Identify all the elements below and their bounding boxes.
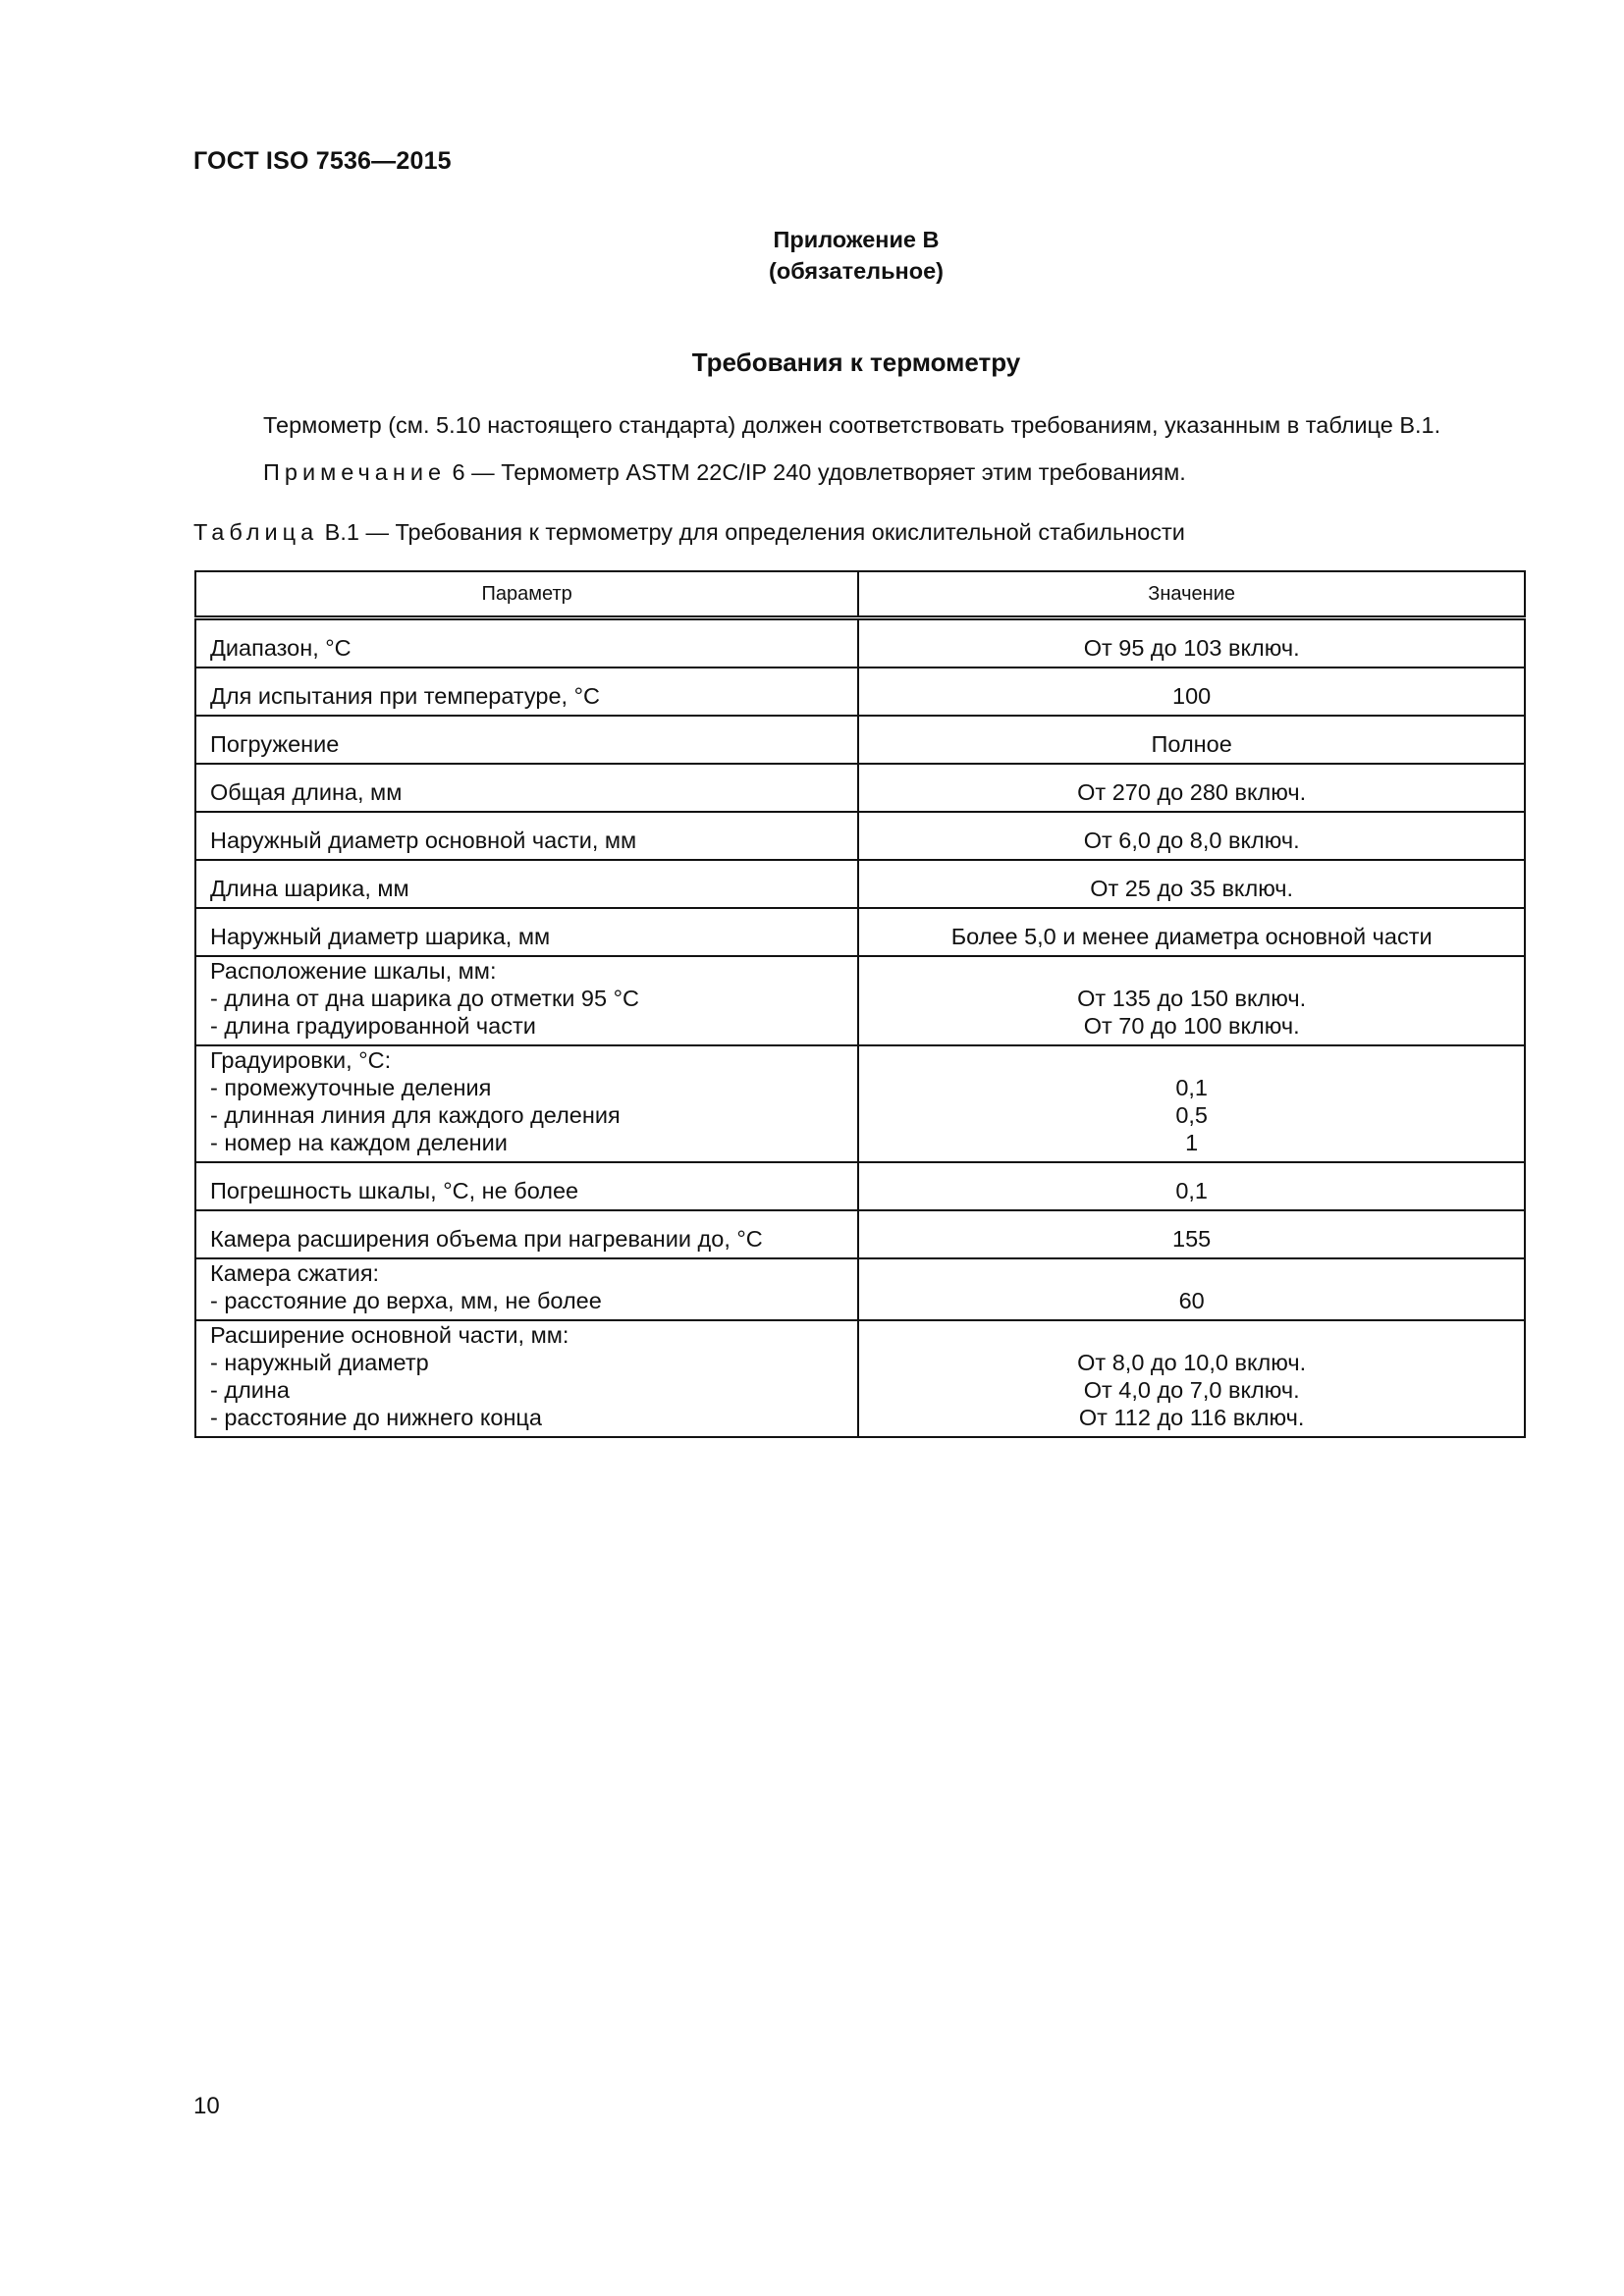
parameter-cell [195, 1162, 858, 1210]
parameter-line: Наружный диаметр шарика, мм [210, 924, 551, 949]
table-caption-label: Таблица [193, 519, 319, 545]
parameter-cell [195, 618, 858, 668]
value-spacer [873, 1259, 1510, 1287]
value-cell [858, 860, 1525, 908]
parameter-cell [195, 1045, 858, 1162]
table-row [195, 956, 1525, 1045]
parameter-line: - расстояние до нижнего конца [210, 1405, 542, 1430]
parameter-line: - промежуточные деления [210, 1075, 492, 1100]
parameter-line: Камера расширения объема при нагревании до, °С [210, 1226, 763, 1252]
value-line: От 135 до 150 включ. [1077, 986, 1307, 1011]
value-line: От 6,0 до 8,0 включ. [1083, 828, 1300, 853]
value-line: От 4,0 до 7,0 включ. [1083, 1377, 1300, 1403]
appendix-status: (обязательное) [769, 258, 944, 284]
value-line: 155 [1172, 1226, 1212, 1252]
value-cell [858, 1162, 1525, 1210]
parameter-cell [195, 860, 858, 908]
note [263, 459, 1186, 486]
parameter-line: - длина от дна шарика до отметки 95 °С [210, 986, 639, 1011]
parameter-line: - длинная линия для каждого деления [210, 1102, 621, 1128]
parameter-line: Длина шарика, мм [210, 876, 409, 901]
note-text: 6 — Термометр ASTM 22C/IP 240 удовлетворяет этим требованиям. [446, 459, 1186, 485]
value-cell [858, 764, 1525, 812]
value-cell [858, 667, 1525, 716]
table-row [195, 1210, 1525, 1258]
value-line: От 25 до 35 включ. [1090, 876, 1294, 901]
value-line: От 112 до 116 включ. [1078, 1405, 1305, 1430]
table-row [195, 908, 1525, 956]
parameter-line: - номер на каждом делении [210, 1130, 508, 1155]
parameter-line: Расширение основной части, мм: [210, 1322, 569, 1348]
value-line: От 8,0 до 10,0 включ. [1077, 1350, 1307, 1375]
parameter-line: Общая длина, мм [210, 779, 403, 805]
parameter-line: - расстояние до верха, мм, не более [210, 1288, 602, 1313]
parameter-line: Диапазон, °С [210, 635, 352, 661]
parameter-cell [195, 1210, 858, 1258]
value-cell [858, 1320, 1525, 1437]
value-line: Полное [1151, 731, 1232, 757]
thermometer-requirements-table [194, 570, 1526, 1438]
table-row [195, 1320, 1525, 1437]
table-row [195, 667, 1525, 716]
table-row [195, 812, 1525, 860]
parameter-cell [195, 812, 858, 860]
appendix-heading [193, 224, 1519, 287]
parameter-cell [195, 956, 858, 1045]
parameter-line: Погрешность шкалы, °С, не более [210, 1178, 579, 1203]
appendix-title: Приложение В [773, 227, 940, 252]
parameter-line: Погружение [210, 731, 340, 757]
value-line: 100 [1172, 683, 1212, 709]
parameter-line: - длина [210, 1377, 290, 1403]
table-row [195, 1258, 1525, 1320]
table-row [195, 1162, 1525, 1210]
parameter-cell [195, 764, 858, 812]
table-caption-text: В.1 — Требования к термометру для определения окислительной стабильности [318, 519, 1185, 545]
table-row [195, 618, 1525, 668]
parameter-cell [195, 1258, 858, 1320]
value-line: 60 [1178, 1288, 1205, 1313]
parameter-cell [195, 667, 858, 716]
parameter-line: Наружный диаметр основной части, мм [210, 828, 637, 853]
value-cell [858, 956, 1525, 1045]
intro-paragraph: Термометр (см. 5.10 настоящего стандарта) должен соответствовать требованиям, указанным в таблице В.1. [263, 412, 1441, 438]
table-caption [193, 519, 1185, 546]
parameter-line: - длина градуированной части [210, 1013, 536, 1039]
parameter-cell [195, 1320, 858, 1437]
value-line: 0,1 [1175, 1075, 1208, 1100]
value-line: От 70 до 100 включ. [1083, 1013, 1300, 1039]
value-spacer [873, 957, 1510, 985]
table-row [195, 764, 1525, 812]
table-row [195, 860, 1525, 908]
value-line: От 270 до 280 включ. [1077, 779, 1307, 805]
column-header-parameter: Параметр [195, 571, 858, 618]
parameter-line: Расположение шкалы, мм: [210, 958, 497, 984]
parameter-line: Камера сжатия: [210, 1260, 380, 1286]
column-header-value: Значение [858, 571, 1525, 618]
value-line: 1 [1185, 1130, 1199, 1155]
parameter-cell [195, 908, 858, 956]
value-cell [858, 618, 1525, 668]
value-line: 0,5 [1175, 1102, 1208, 1128]
value-cell [858, 812, 1525, 860]
value-line: 0,1 [1175, 1178, 1208, 1203]
section-title: Требования к термометру [691, 347, 1021, 377]
value-cell [858, 1210, 1525, 1258]
table-body [195, 618, 1525, 1438]
parameter-line: Градуировки, °С: [210, 1047, 392, 1073]
value-line: От 95 до 103 включ. [1083, 635, 1300, 661]
value-cell [858, 1258, 1525, 1320]
parameter-cell [195, 716, 858, 764]
value-cell [858, 1045, 1525, 1162]
value-cell [858, 908, 1525, 956]
note-label: Примечание [263, 459, 447, 485]
value-line: Более 5,0 и менее диаметра основной части [950, 924, 1433, 949]
parameter-line: - наружный диаметр [210, 1350, 429, 1375]
value-cell [858, 716, 1525, 764]
value-spacer [873, 1321, 1510, 1349]
document-header: ГОСТ ISO 7536—2015 [193, 147, 452, 175]
table-row [195, 716, 1525, 764]
table-header-row [195, 571, 1525, 618]
parameter-line: Для испытания при температуре, °С [210, 683, 600, 709]
table-row [195, 1045, 1525, 1162]
page-number: 10 [193, 2093, 220, 2119]
value-spacer [873, 1046, 1510, 1074]
